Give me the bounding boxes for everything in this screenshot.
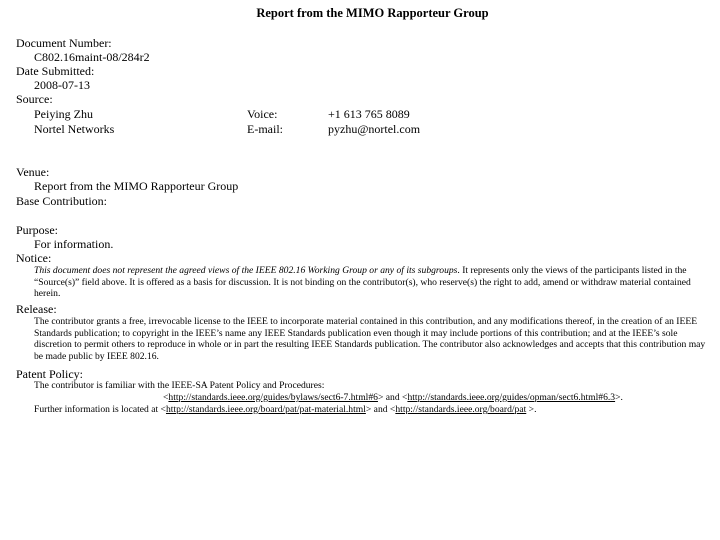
further-info-line — [34, 404, 536, 416]
document-number-value: C802.16maint-08/284r2 — [34, 50, 150, 64]
voice-value: +1 613 765 8089 — [328, 107, 410, 121]
further-info-prefix: Further information is located at < — [34, 404, 166, 415]
patent-opman-link[interactable]: http://standards.ieee.org/guides/opman/sect6.html#6.3 — [407, 392, 616, 403]
patent-links-separator: > and < — [377, 392, 408, 403]
patent-intro: The contributor is familiar with the IEEE-SA Patent Policy and Procedures: — [34, 380, 325, 391]
notice-rest: . It represents only the views of the participants listed in the “Source(s)” field above. It is offered as a basis for discussion. It is not binding on the contributor(s), who reserve(s) the right to add, amend or withdraw material contained herein. — [34, 265, 691, 299]
patent-policy-label: Patent Policy: — [16, 367, 83, 381]
author-name: Peiying Zhu — [34, 107, 93, 121]
release-label: Release: — [16, 302, 57, 316]
purpose-label: Purpose: — [16, 223, 58, 237]
patent-link1-open: < — [163, 392, 169, 403]
purpose-value: For information. — [34, 237, 114, 251]
date-label: Date Submitted: — [16, 64, 95, 78]
notice-label: Notice: — [16, 251, 52, 265]
patent-links-line — [163, 392, 623, 404]
email-label: E-mail: — [247, 122, 283, 136]
date-value: 2008-07-13 — [34, 78, 90, 92]
notice-italic: This document does not represent the agreed views of the IEEE 802.16 Working Group or any of its subgroups — [34, 265, 458, 276]
notice-text — [34, 265, 710, 300]
author-organization: Nortel Networks — [34, 122, 115, 136]
document-number-label: Document Number: — [16, 36, 112, 50]
further-info-suffix: >. — [526, 404, 537, 415]
patent-bylaws-link[interactable]: http://standards.ieee.org/guides/bylaws/sect6-7.html#6 — [168, 392, 378, 403]
source-label: Source: — [16, 92, 53, 106]
patent-link2-close: >. — [615, 392, 623, 403]
page-title: Report from the MIMO Rapporteur Group — [256, 6, 489, 20]
venue-label: Venue: — [16, 165, 50, 179]
pat-material-link[interactable]: http://standards.ieee.org/board/pat/pat-material.html — [165, 404, 366, 415]
venue-value: Report from the MIMO Rapporteur Group — [34, 179, 239, 193]
base-contribution-label: Base Contribution: — [16, 194, 107, 208]
board-pat-link[interactable]: http://standards.ieee.org/board/pat — [395, 404, 527, 415]
voice-label: Voice: — [247, 107, 278, 121]
release-text: The contributor grants a free, irrevocable license to the IEEE to incorporate material contained in this contribution, and any modifications thereof, in the creation of an IEEE Standards publication; to copyright in the IEEE’s name any IEEE Standards publication even though it may include portions of this contribution; and at the IEEE’s sole discretion to permit others to reproduce in whole or in part the resulting IEEE Standards publication. The contributor also acknowledges and accepts that this contribution may be made public by IEEE 802.16. — [34, 316, 706, 362]
further-links-separator: > and < — [365, 404, 396, 415]
email-value: pyzhu@nortel.com — [328, 122, 421, 136]
